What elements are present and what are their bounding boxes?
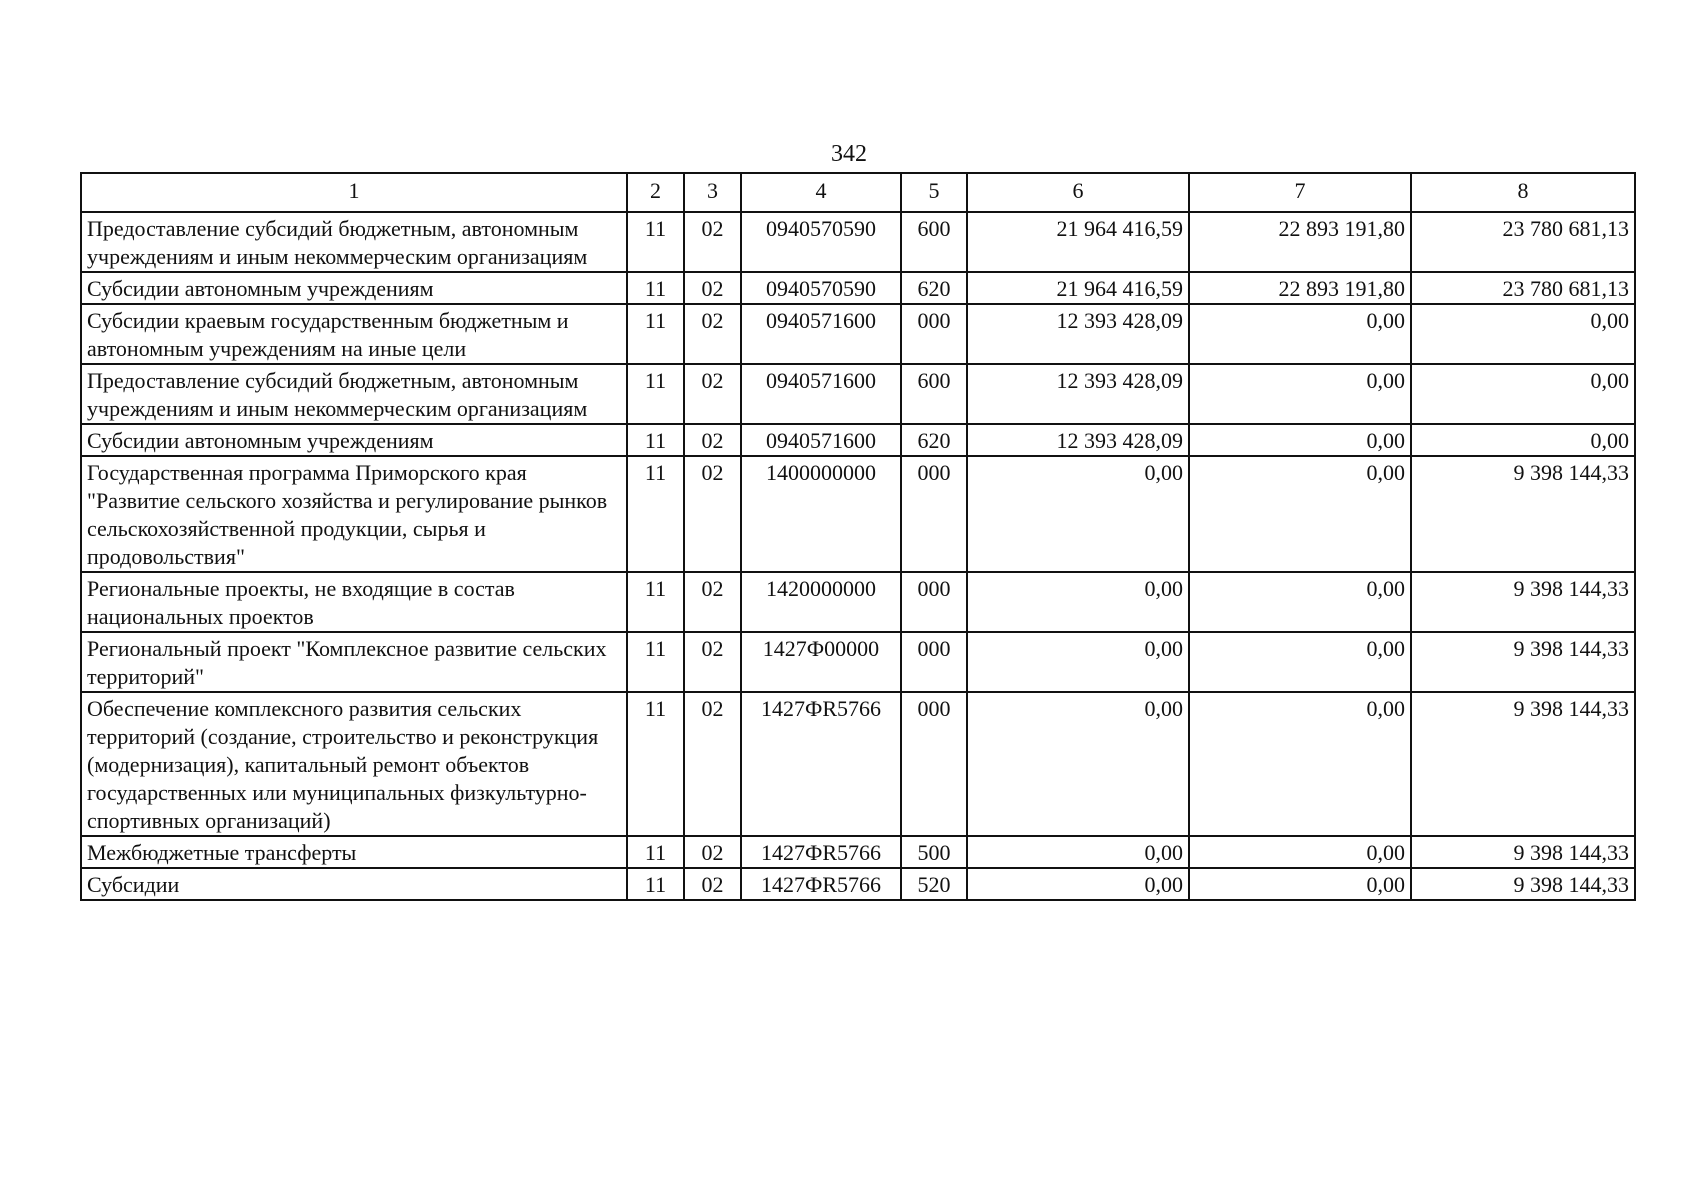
target-article-cell: 1427ФR5766 — [741, 692, 901, 836]
amount-col8-cell: 9 398 144,33 — [1411, 572, 1635, 632]
table-row — [81, 212, 1635, 272]
table-row — [81, 868, 1635, 900]
subsection-code-cell: 02 — [684, 424, 741, 456]
amount-col7-cell: 0,00 — [1189, 572, 1411, 632]
expense-type-cell: 620 — [901, 424, 967, 456]
subsection-code-cell: 02 — [684, 572, 741, 632]
subsection-code-cell: 02 — [684, 836, 741, 868]
row-name-cell: Предоставление субсидий бюджетным, автономным учреждениям и иным некоммерческим организациям — [81, 212, 627, 272]
row-name-cell: Субсидии краевым государственным бюджетным и автономным учреждениям на иные цели — [81, 304, 627, 364]
amount-col6-cell: 0,00 — [967, 692, 1189, 836]
expense-type-cell: 000 — [901, 304, 967, 364]
section-code-cell: 11 — [627, 212, 684, 272]
row-name-cell: Государственная программа Приморского края "Развитие сельского хозяйства и регулирование рынков сельскохозяйственной продукции, сырья и продовольствия" — [81, 456, 627, 572]
expense-type-cell: 520 — [901, 868, 967, 900]
amount-col6-cell: 21 964 416,59 — [967, 272, 1189, 304]
table-row — [81, 304, 1635, 364]
table-row — [81, 692, 1635, 836]
expense-type-cell: 000 — [901, 572, 967, 632]
row-name-cell: Региональный проект "Комплексное развитие сельских территорий" — [81, 632, 627, 692]
row-name-cell: Субсидии автономным учреждениям — [81, 272, 627, 304]
budget-table — [80, 172, 1636, 901]
amount-col6-cell: 0,00 — [967, 632, 1189, 692]
amount-col6-cell: 0,00 — [967, 836, 1189, 868]
target-article-cell: 1427Ф00000 — [741, 632, 901, 692]
header-row — [81, 173, 1635, 212]
column-header: 7 — [1189, 173, 1411, 212]
amount-col6-cell: 21 964 416,59 — [967, 212, 1189, 272]
amount-col8-cell: 0,00 — [1411, 424, 1635, 456]
row-name-cell: Региональные проекты, не входящие в состав национальных проектов — [81, 572, 627, 632]
target-article-cell: 0940570590 — [741, 272, 901, 304]
subsection-code-cell: 02 — [684, 456, 741, 572]
target-article-cell: 1427ФR5766 — [741, 836, 901, 868]
amount-col7-cell: 0,00 — [1189, 364, 1411, 424]
subsection-code-cell: 02 — [684, 632, 741, 692]
amount-col8-cell: 23 780 681,13 — [1411, 212, 1635, 272]
target-article-cell: 1420000000 — [741, 572, 901, 632]
column-header: 8 — [1411, 173, 1635, 212]
amount-col8-cell: 9 398 144,33 — [1411, 868, 1635, 900]
expense-type-cell: 620 — [901, 272, 967, 304]
amount-col7-cell: 0,00 — [1189, 868, 1411, 900]
column-header: 2 — [627, 173, 684, 212]
amount-col7-cell: 0,00 — [1189, 632, 1411, 692]
amount-col6-cell: 0,00 — [967, 868, 1189, 900]
column-header: 3 — [684, 173, 741, 212]
table-row — [81, 272, 1635, 304]
column-header: 4 — [741, 173, 901, 212]
table-row — [81, 364, 1635, 424]
amount-col6-cell: 12 393 428,09 — [967, 424, 1189, 456]
expense-type-cell: 600 — [901, 212, 967, 272]
expense-type-cell: 500 — [901, 836, 967, 868]
section-code-cell: 11 — [627, 868, 684, 900]
amount-col6-cell: 12 393 428,09 — [967, 364, 1189, 424]
section-code-cell: 11 — [627, 272, 684, 304]
table-row — [81, 424, 1635, 456]
table-row — [81, 836, 1635, 868]
row-name-cell: Обеспечение комплексного развития сельских территорий (создание, строительство и реконструкция (модернизация), капитальный ремонт объектов государственных или муниципальных физкультурно-спортивных организаций) — [81, 692, 627, 836]
amount-col8-cell: 9 398 144,33 — [1411, 632, 1635, 692]
amount-col7-cell: 0,00 — [1189, 304, 1411, 364]
row-name-cell: Предоставление субсидий бюджетным, автономным учреждениям и иным некоммерческим организациям — [81, 364, 627, 424]
amount-col8-cell: 9 398 144,33 — [1411, 692, 1635, 836]
subsection-code-cell: 02 — [684, 304, 741, 364]
expense-type-cell: 600 — [901, 364, 967, 424]
amount-col8-cell: 9 398 144,33 — [1411, 836, 1635, 868]
row-name-cell: Межбюджетные трансферты — [81, 836, 627, 868]
amount-col8-cell: 9 398 144,33 — [1411, 456, 1635, 572]
expense-type-cell: 000 — [901, 692, 967, 836]
section-code-cell: 11 — [627, 424, 684, 456]
table-row — [81, 632, 1635, 692]
amount-col8-cell: 0,00 — [1411, 304, 1635, 364]
section-code-cell: 11 — [627, 456, 684, 572]
amount-col8-cell: 0,00 — [1411, 364, 1635, 424]
amount-col7-cell: 22 893 191,80 — [1189, 212, 1411, 272]
column-header: 6 — [967, 173, 1189, 212]
amount-col7-cell: 0,00 — [1189, 836, 1411, 868]
target-article-cell: 0940570590 — [741, 212, 901, 272]
section-code-cell: 11 — [627, 572, 684, 632]
section-code-cell: 11 — [627, 632, 684, 692]
section-code-cell: 11 — [627, 836, 684, 868]
page-number: 342 — [831, 141, 867, 167]
target-article-cell: 0940571600 — [741, 304, 901, 364]
amount-col7-cell: 22 893 191,80 — [1189, 272, 1411, 304]
expense-type-cell: 000 — [901, 456, 967, 572]
amount-col6-cell: 12 393 428,09 — [967, 304, 1189, 364]
amount-col8-cell: 23 780 681,13 — [1411, 272, 1635, 304]
subsection-code-cell: 02 — [684, 212, 741, 272]
target-article-cell: 0940571600 — [741, 364, 901, 424]
amount-col7-cell: 0,00 — [1189, 456, 1411, 572]
column-header: 1 — [81, 173, 627, 212]
amount-col7-cell: 0,00 — [1189, 424, 1411, 456]
amount-col6-cell: 0,00 — [967, 572, 1189, 632]
row-name-cell: Субсидии автономным учреждениям — [81, 424, 627, 456]
subsection-code-cell: 02 — [684, 692, 741, 836]
table-row — [81, 572, 1635, 632]
table-row — [81, 456, 1635, 572]
subsection-code-cell: 02 — [684, 868, 741, 900]
subsection-code-cell: 02 — [684, 272, 741, 304]
section-code-cell: 11 — [627, 692, 684, 836]
expense-type-cell: 000 — [901, 632, 967, 692]
section-code-cell: 11 — [627, 364, 684, 424]
target-article-cell: 1427ФR5766 — [741, 868, 901, 900]
column-header: 5 — [901, 173, 967, 212]
target-article-cell: 0940571600 — [741, 424, 901, 456]
amount-col7-cell: 0,00 — [1189, 692, 1411, 836]
target-article-cell: 1400000000 — [741, 456, 901, 572]
amount-col6-cell: 0,00 — [967, 456, 1189, 572]
subsection-code-cell: 02 — [684, 364, 741, 424]
row-name-cell: Субсидии — [81, 868, 627, 900]
section-code-cell: 11 — [627, 304, 684, 364]
